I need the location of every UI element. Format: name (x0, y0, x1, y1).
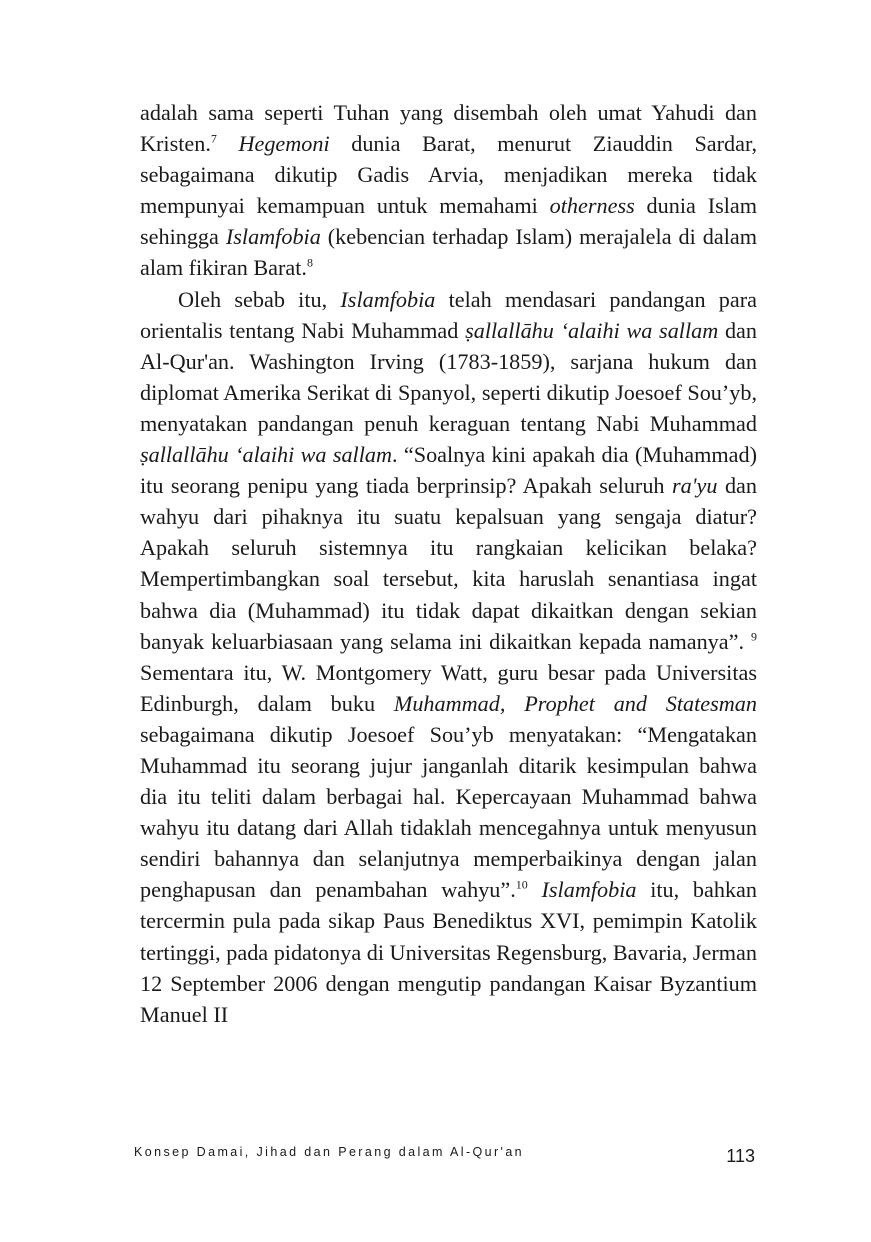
text-run: Sementara itu, W. Montgomery Watt, guru besar pada Universitas Edinburgh, dalam buku (140, 659, 757, 716)
text-run (217, 131, 239, 156)
footnote-marker: 9 (751, 629, 757, 644)
text-run: (kebencian terhadap Islam) merajalela di dalam alam fikiran Barat. (140, 224, 757, 281)
italic-term: otherness (549, 193, 635, 219)
text-run (528, 877, 542, 902)
body-text (140, 97, 757, 1030)
text-run: sebagaimana dikutip Joesoef Sou’yb menyatakan: “Mengatakan Muhammad itu seorang jujur janganlah ditarik kesimpulan bahwa dia itu teliti dalam berbagai hal. Kepercayaan Muhammad bahwa wahyu itu datang dari Allah tidaklah mencegahnya untuk menyusun sendiri bahannya dan selanjutnya memperbaikinya dengan jalan penghapusan dan penambahan wahyu”. (140, 721, 757, 903)
footnote-marker: 7 (210, 131, 217, 146)
italic-term: ra'yu (672, 473, 718, 499)
italic-term: Muhammad, Prophet and Statesman (393, 690, 757, 716)
text-run: . “Soalnya kini apakah dia (Muhammad) itu seorang penipu yang tiada berprinsip? Apakah seluruh (140, 442, 757, 499)
text-run: telah mendasari pandangan para orientalis tentang Nabi Muhammad (140, 286, 757, 343)
footnote-marker: 10 (515, 877, 528, 892)
page-number: 113 (726, 1146, 755, 1166)
paragraph-2 (140, 284, 757, 1030)
italic-term: Islamfobia (340, 286, 436, 312)
text-run: dan Al-Qur'an. Washington Irving (1783-1859), sarjana hukum dan diplomat Amerika Serikat di Spanyol, seperti dikutip Joesoef Sou’yb, menyatakan pandangan penuh keraguan tentang Nabi Muhammad (140, 317, 757, 436)
text-run: dunia Islam sehingga (140, 193, 757, 250)
text-run: dan wahyu dari pihaknya itu suatu kepalsuan yang sengaja diatur? Apakah seluruh sistemnya itu rangkaian kelicikan belaka? Mempertimbangkan soal tersebut, kita haruslah senantiasa ingat bahwa dia (Muhammad) itu tidak dapat dikaitkan dengan sekian banyak keluarbiasaan yang selama ini dikaitkan kepada namanya”. (140, 473, 757, 654)
text-run: Oleh sebab itu, (178, 286, 341, 312)
footnote-marker: 8 (306, 256, 313, 271)
text-run: adalah sama seperti Tuhan yang disembah oleh umat Yahudi dan Kristen. (140, 100, 757, 157)
italic-term: Islamfobia (225, 224, 321, 250)
italic-term: ṣallallāhu ‘alaihi wa sallam (465, 317, 719, 343)
text-run: itu, bahkan tercermin pula pada sikap Paus Benediktus XVI, pemimpin Katolik tertinggi, pada pidatonya di Universitas Regensburg, Bavaria, Jerman 12 September 2006 dengan mengutip pandangan Kaisar Byzantium Manuel II (140, 877, 757, 1027)
running-footer-title: Konsep Damai, Jihad dan Perang dalam Al-Qur'an (134, 1145, 525, 1159)
paragraph-1 (140, 97, 757, 284)
italic-term: Hegemoni (238, 131, 330, 157)
italic-term: ṣallallāhu ‘alaihi wa sallam (140, 442, 392, 468)
italic-term: Islamfobia (541, 877, 637, 903)
text-run: dunia Barat, menurut Ziauddin Sardar, sebagaimana dikutip Gadis Arvia, menjadikan mereka tidak mempunyai kemampuan untuk memahami (140, 131, 758, 219)
